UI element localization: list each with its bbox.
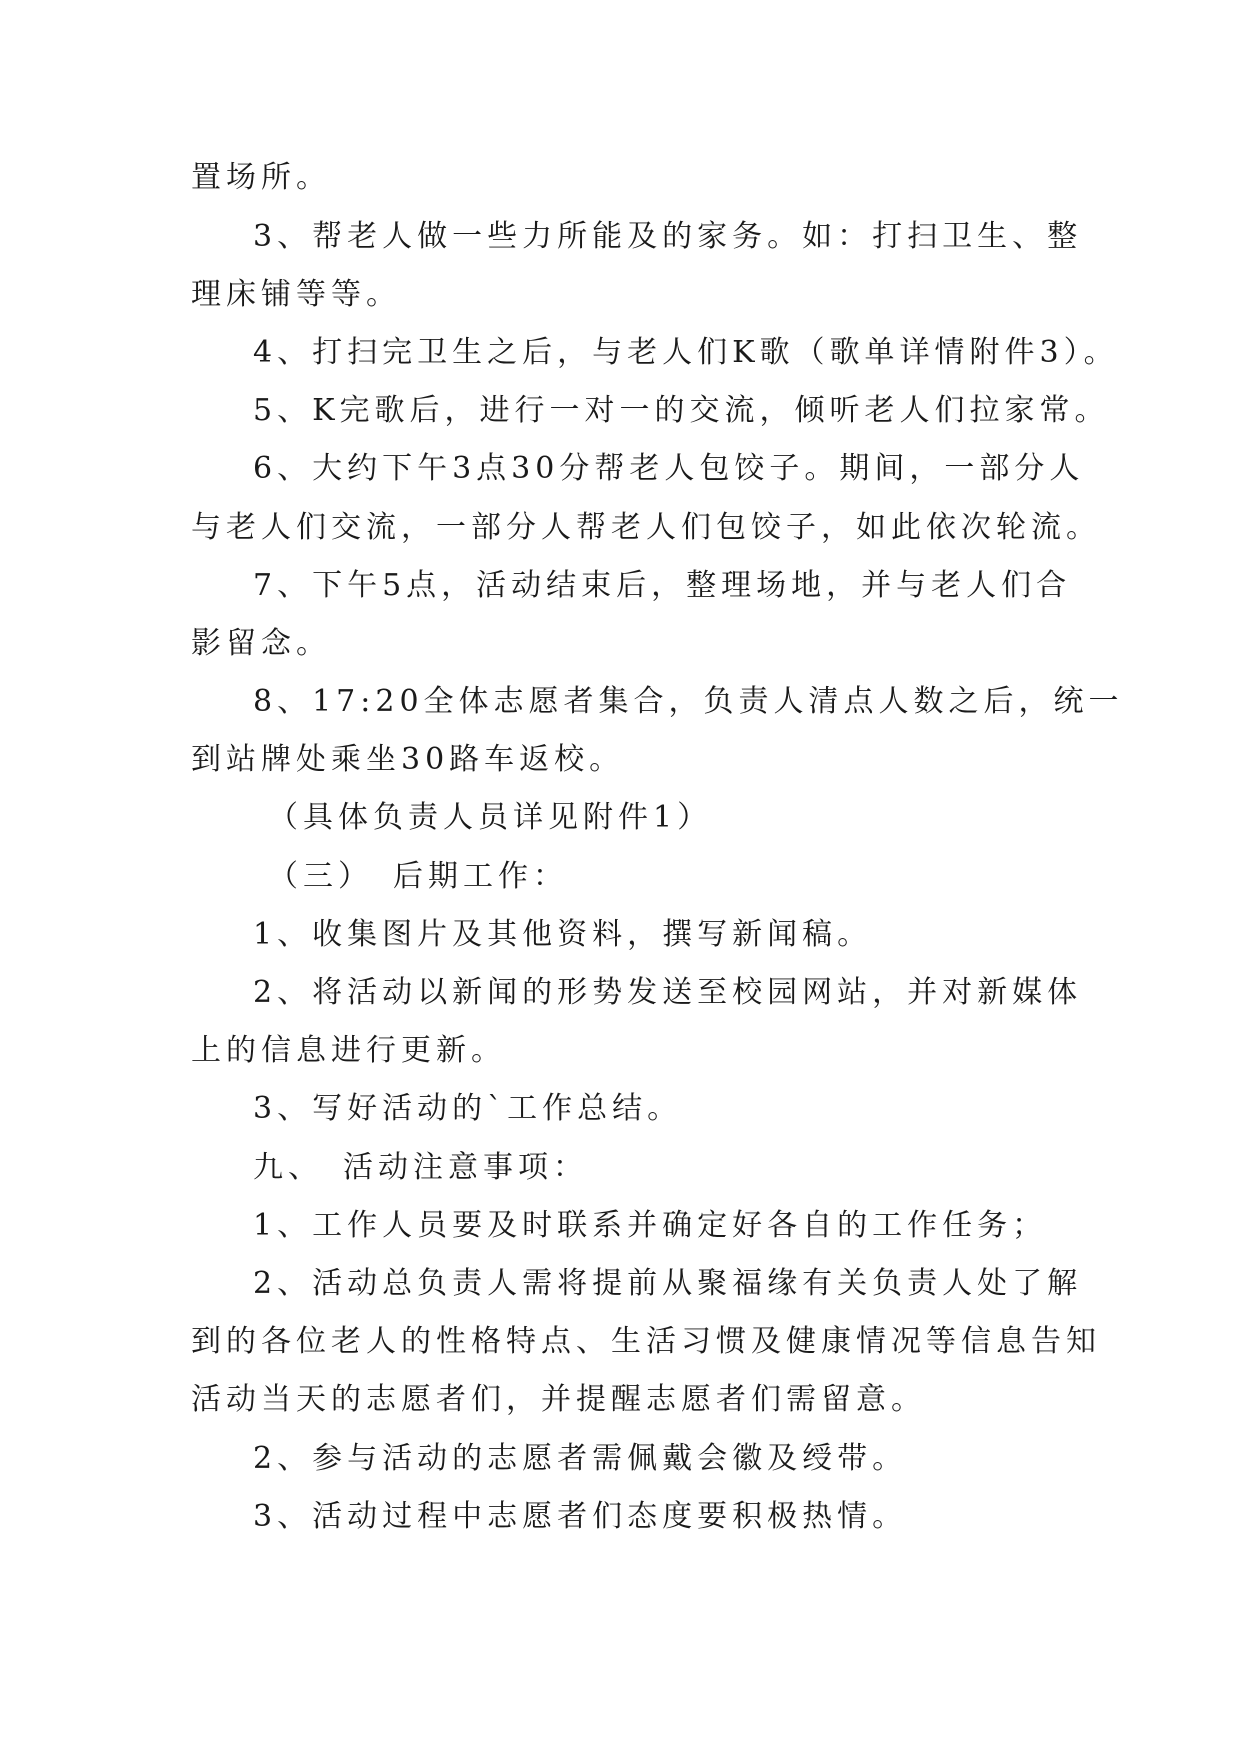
text-line: 2、参与活动的志愿者需佩戴会徽及绶带。 [253, 1441, 908, 1476]
text-line: 到的各位老人的性格特点、生活习惯及健康情况等信息告知 [191, 1324, 1101, 1359]
text-line: 8、17:20全体志愿者集合，负责人清点人数之后，统一 [253, 684, 1124, 719]
section-heading: 九、 活动注意事项： [253, 1150, 588, 1185]
text-line: 与老人们交流，一部分人帮老人们包饺子，如此依次轮流。 [191, 510, 1101, 545]
text-line: 理床铺等等。 [191, 277, 401, 312]
section-heading: （三） 后期工作： [268, 859, 568, 894]
text-line: 5、K完歌后，进行一对一的交流，倾听老人们拉家常。 [253, 393, 1110, 428]
text-line: 3、帮老人做一些力所能及的家务。如：打扫卫生、整 [253, 219, 1083, 254]
text-line: 上的信息进行更新。 [191, 1033, 506, 1068]
text-line: 3、活动过程中志愿者们态度要积极热情。 [253, 1499, 908, 1534]
text-line: （具体负责人员详见附件1） [268, 800, 713, 835]
text-line: 1、收集图片及其他资料，撰写新闻稿。 [253, 917, 873, 952]
text-line: 3、写好活动的`工作总结。 [253, 1091, 683, 1126]
text-line: 4、打扫完卫生之后，与老人们K歌（歌单详情附件3）。 [253, 335, 1119, 370]
text-line: 6、大约下午3点30分帮老人包饺子。期间，一部分人 [253, 451, 1085, 486]
text-line: 到站牌处乘坐30路车返校。 [191, 742, 625, 777]
text-line: 2、活动总负责人需将提前从聚福缘有关负责人处了解 [253, 1266, 1083, 1301]
text-line: 2、将活动以新闻的形势发送至校园网站，并对新媒体 [253, 975, 1083, 1010]
text-line: 置场所。 [191, 160, 331, 195]
text-line: 影留念。 [191, 626, 331, 661]
text-line: 活动当天的志愿者们，并提醒志愿者们需留意。 [191, 1382, 926, 1417]
text-line: 1、工作人员要及时联系并确定好各自的工作任务； [253, 1208, 1048, 1243]
text-line: 7、下午5点，活动结束后，整理场地，并与老人们合 [253, 568, 1072, 603]
